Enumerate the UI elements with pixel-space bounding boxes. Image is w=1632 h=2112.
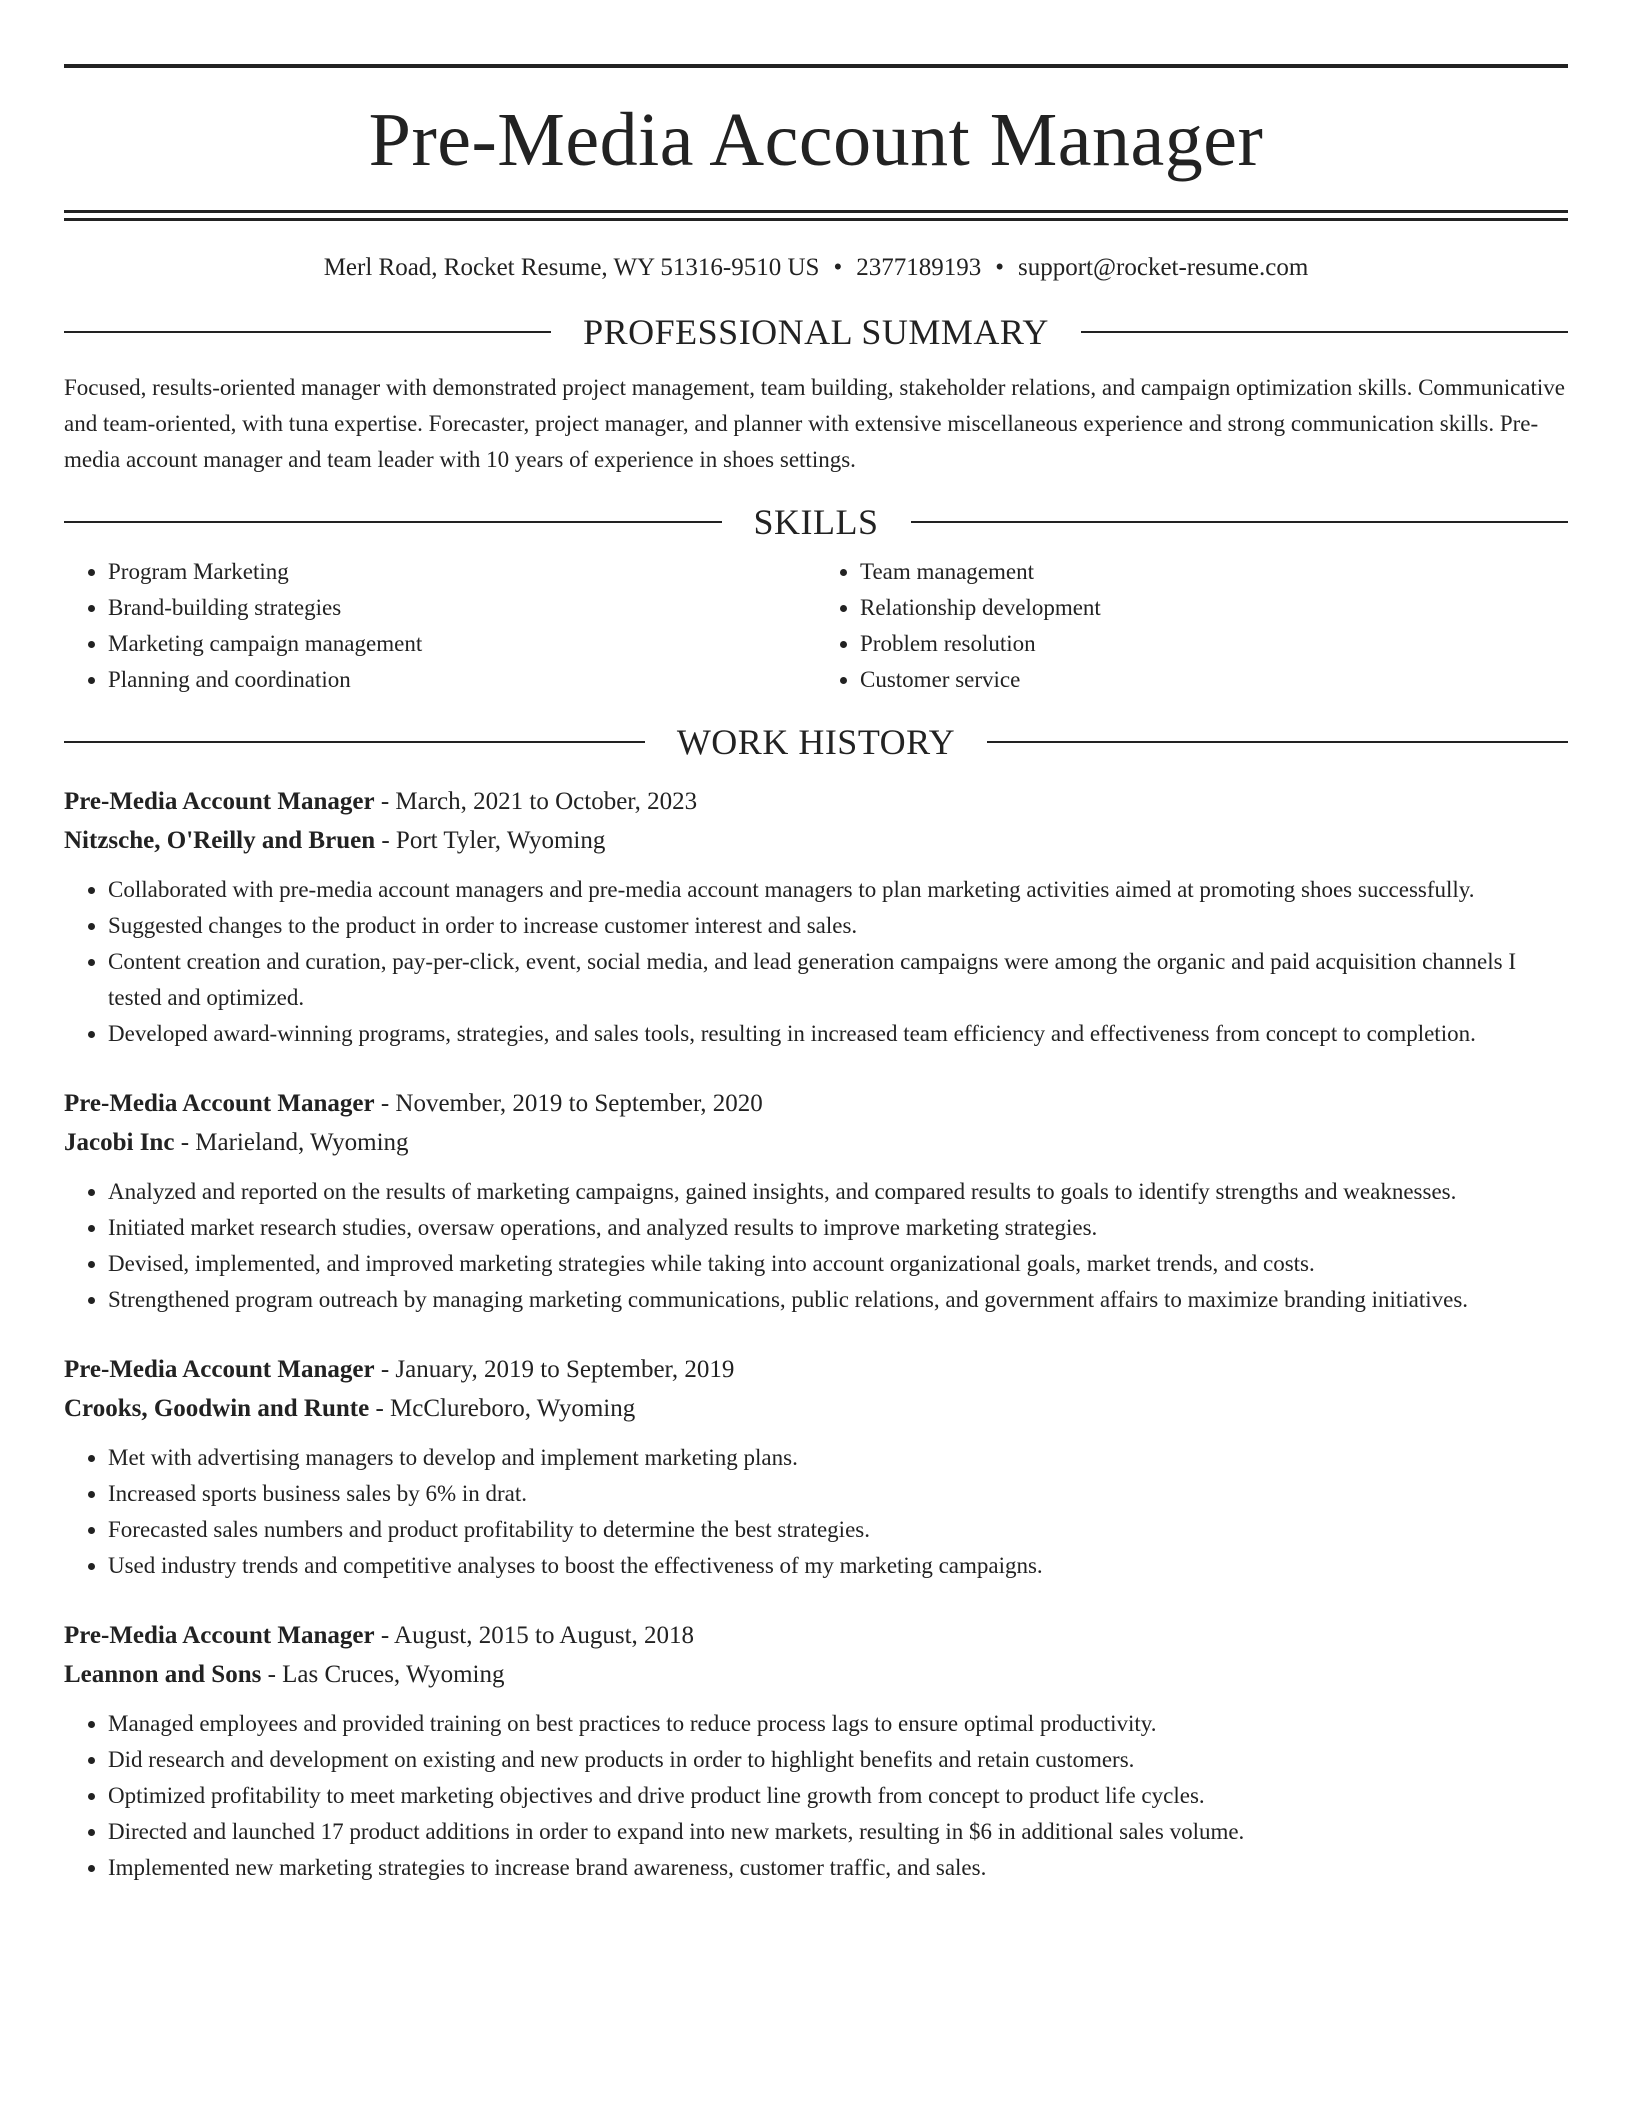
skill-item: • Relationship development	[860, 590, 1568, 626]
contact-line	[64, 255, 1568, 280]
resume-title: Pre-Media Account Manager	[368, 98, 1264, 182]
heading-rule-right	[987, 741, 1568, 743]
summary-text: Focused, results-oriented manager with demonstrated project management, team building, stakeholder relations, and campaign optimization skills. Communicative and team-oriented, with tuna expertise. Forecaster, project manager, and planner with extensive miscellaneous experience and strong communication skills. Pre-media account manager and team leader with 10 years of experience in shoes settings.	[64, 375, 1565, 472]
job-company-line	[64, 1389, 1568, 1428]
skill-item: • Team management	[860, 554, 1568, 590]
heading-rule-right	[1081, 331, 1568, 333]
job-company: Jacobi Inc	[64, 1129, 175, 1156]
job-bullet: • Forecasted sales numbers and product profitability to determine the best strategies.	[108, 1512, 1568, 1548]
job-entry	[64, 782, 1568, 1052]
job-dates: - August, 2015 to August, 2018	[374, 1622, 695, 1649]
job-location: - Marieland, Wyoming	[174, 1129, 409, 1156]
work-heading: WORK HISTORY	[676, 722, 956, 762]
job-dates: - November, 2019 to September, 2020	[374, 1090, 763, 1117]
job-bullet: • Devised, implemented, and improved marketing strategies while taking into account organizational goals, market trends, and costs.	[108, 1246, 1568, 1282]
heading-rule-left	[64, 521, 722, 523]
skill-item: • Program Marketing	[108, 554, 816, 590]
email-link[interactable]: support@rocket-resume.com	[1018, 254, 1309, 281]
job-company: Leannon and Sons	[64, 1661, 262, 1688]
job-company-line	[64, 821, 1568, 860]
job-bullet: • Increased sports business sales by 6% in drat.	[108, 1476, 1568, 1512]
job-bullets	[64, 872, 1568, 1052]
job-bullet: • Initiated market research studies, oversaw operations, and analyzed results to improve marketing strategies.	[108, 1210, 1568, 1246]
job-bullet: • Collaborated with pre-media account managers and pre-media account managers to plan marketing activities aimed at promoting shoes successfully.	[108, 872, 1568, 908]
title-double-rule	[64, 210, 1568, 221]
heading-rule-right	[911, 521, 1569, 523]
job-bullets	[64, 1174, 1568, 1318]
job-location: - Las Cruces, Wyoming	[261, 1661, 505, 1688]
job-title: Pre-Media Account Manager	[64, 788, 375, 815]
heading-rule-left	[64, 331, 551, 333]
job-bullet: • Developed award-winning programs, strategies, and sales tools, resulting in increased team efficiency and effectiveness from concept to completion.	[108, 1016, 1568, 1052]
job-entry	[64, 1616, 1568, 1886]
job-bullet: • Managed employees and provided training on best practices to reduce process lags to ensure optimal productivity.	[108, 1706, 1568, 1742]
skill-item: • Problem resolution	[860, 626, 1568, 662]
job-bullet: • Analyzed and reported on the results of marketing campaigns, gained insights, and compared results to goals to identify strengths and weaknesses.	[108, 1174, 1568, 1210]
contact-separator: •	[833, 254, 843, 281]
work-heading-row	[64, 724, 1568, 760]
job-title: Pre-Media Account Manager	[64, 1090, 375, 1117]
skill-item: • Marketing campaign management	[108, 626, 816, 662]
heading-rule-left	[64, 741, 645, 743]
job-title: Pre-Media Account Manager	[64, 1356, 375, 1383]
job-location: - McClureboro, Wyoming	[369, 1395, 636, 1422]
skill-item: • Customer service	[860, 662, 1568, 698]
address: Merl Road, Rocket Resume, WY 51316-9510 US	[323, 254, 820, 281]
job-title-line	[64, 1350, 1568, 1389]
job-entry	[64, 1350, 1568, 1584]
job-bullet: • Content creation and curation, pay-per-click, event, social media, and lead generation campaigns were among the organic and paid acquisition channels I tested and optimized.	[108, 944, 1568, 1016]
top-rule	[64, 64, 1568, 68]
job-bullets	[64, 1706, 1568, 1886]
job-dates: - March, 2021 to October, 2023	[374, 788, 698, 815]
job-company: Crooks, Goodwin and Runte	[64, 1395, 370, 1422]
summary-heading-row	[64, 314, 1568, 350]
skills-column-right	[816, 554, 1568, 698]
job-dates: - January, 2019 to September, 2019	[374, 1356, 735, 1383]
phone: 2377189193	[856, 254, 982, 281]
job-title-line	[64, 782, 1568, 821]
job-bullet: • Implemented new marketing strategies to increase brand awareness, customer traffic, and sales.	[108, 1850, 1568, 1886]
contact-separator: •	[995, 254, 1004, 281]
skills-column-left	[64, 554, 816, 698]
job-title-line	[64, 1616, 1568, 1655]
skill-item: • Brand-building strategies	[108, 590, 816, 626]
job-company: Nitzsche, O'Reilly and Bruen	[64, 827, 376, 854]
job-bullet: • Used industry trends and competitive analyses to boost the effectiveness of my marketing campaigns.	[108, 1548, 1568, 1584]
job-location: - Port Tyler, Wyoming	[375, 827, 606, 854]
job-bullet: • Directed and launched 17 product additions in order to expand into new markets, resulting in $6 in additional sales volume.	[108, 1814, 1568, 1850]
skills-heading-row	[64, 504, 1568, 540]
skills-list	[64, 554, 1568, 698]
job-bullet: • Strengthened program outreach by managing marketing communications, public relations, and government affairs to maximize branding initiatives.	[108, 1282, 1568, 1318]
summary-heading: PROFESSIONAL SUMMARY	[583, 312, 1049, 352]
job-company-line	[64, 1123, 1568, 1162]
skills-heading: SKILLS	[753, 502, 879, 542]
job-bullet: • Did research and development on existing and new products in order to highlight benefits and retain customers.	[108, 1742, 1568, 1778]
skill-item: • Planning and coordination	[108, 662, 816, 698]
job-bullet: • Optimized profitability to meet marketing objectives and drive product line growth from concept to product life cycles.	[108, 1778, 1568, 1814]
job-bullets	[64, 1440, 1568, 1584]
job-bullet: • Met with advertising managers to develop and implement marketing plans.	[108, 1440, 1568, 1476]
job-title: Pre-Media Account Manager	[64, 1622, 375, 1649]
job-company-line	[64, 1655, 1568, 1694]
job-title-line	[64, 1084, 1568, 1123]
job-bullet: • Suggested changes to the product in order to increase customer interest and sales.	[108, 908, 1568, 944]
job-entry	[64, 1084, 1568, 1318]
